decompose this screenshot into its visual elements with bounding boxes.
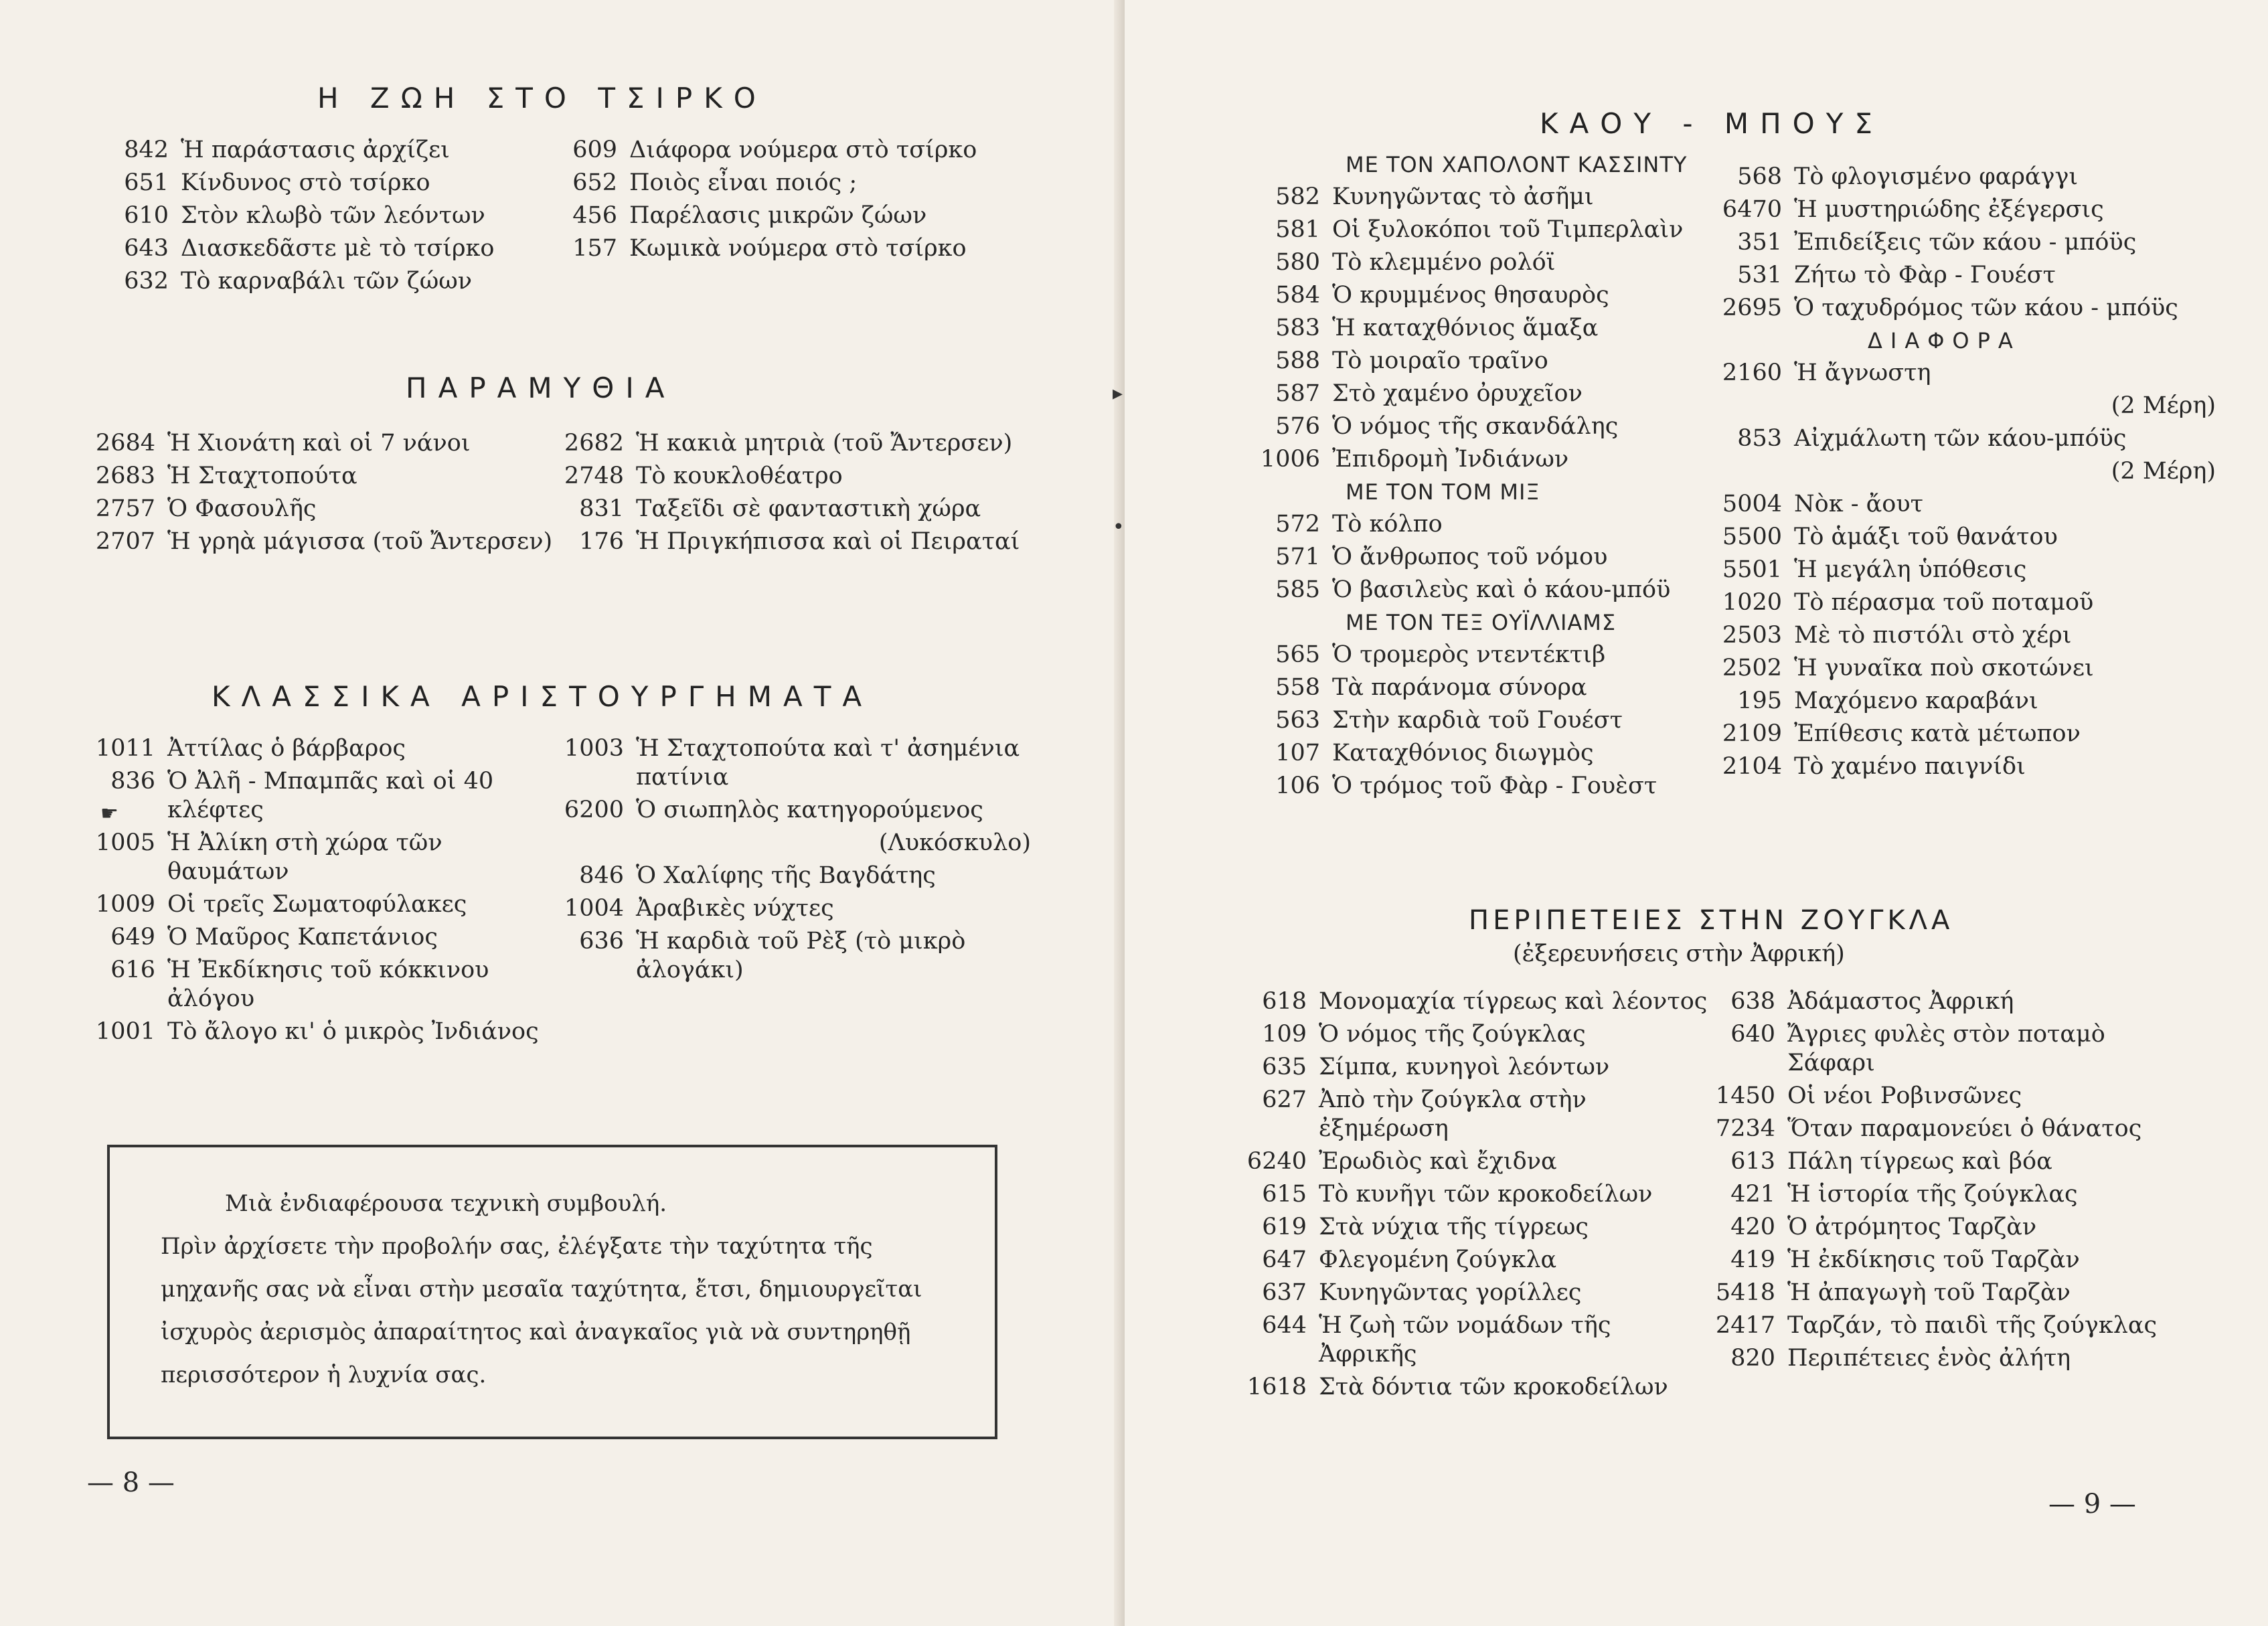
page-number-left: — 8 — [87, 1467, 175, 1498]
tip-body: Πρὶν ἀρχίσετε τὴν προβολήν σας, ἐλέγξατε τὴν ταχύτητα τῆς μηχανῆς σας νὰ εἶναι στὴν μεσαῖα ταχύτητα, ἔτσι, δημιουργεῖται ἰσχυρὸς ἀερισμὸς ἀπαραίτητος καὶ ἀναγκαῖος γιὰ νὰ συντηρηθῇ περισσότερον ἡ λυχνία σας. [161, 1233, 922, 1388]
film-number: 651 [124, 169, 169, 196]
film-number: 643 [124, 235, 169, 262]
film-title: Στὰ νύχια τῆς τίγρεως [1319, 1214, 1589, 1240]
technical-tip-box [107, 1145, 997, 1439]
film-title: Κυνηγῶντας γορίλλες [1319, 1279, 1582, 1306]
film-number: 636 [579, 928, 624, 955]
film-number: 585 [1275, 576, 1320, 603]
circus-list-col2 [542, 134, 1024, 265]
catalog-entry [1245, 770, 1740, 803]
film-title: Τὸ κυνῆγι τῶν κροκοδείλων [1319, 1181, 1653, 1208]
film-number: 836 [110, 768, 155, 795]
film-number: 558 [1275, 674, 1320, 701]
film-number: 2684 [95, 430, 155, 457]
catalog-entry [1245, 508, 1740, 541]
film-title: Ἡ καταχθόνιος ἅμαξα [1332, 315, 1599, 341]
film-title: Ἡ παράστασις ἀρχίζει [181, 137, 450, 163]
catalog-entry [80, 732, 562, 765]
film-title: Καταχθόνιος διωγμὸς [1332, 740, 1594, 766]
catalog-entry [1245, 671, 1740, 704]
catalog-entry [1245, 312, 1740, 345]
film-number: 2682 [564, 430, 624, 457]
subsection-heading: ΔΙΑΦΟΡΑ [1868, 328, 2021, 353]
section-heading-classics: ΚΛΑΣΣΙΚΑ ΑΡΙΣΤΟΥΡΓΗΜΑΤΑ [212, 680, 874, 713]
catalog-entry [1707, 259, 2216, 292]
catalog-entry [1707, 488, 2216, 521]
film-title: Ὁ Μαῦρος Καπετάνιος [167, 924, 438, 951]
film-title: Ἡ ἄγνωστη [1794, 359, 1931, 386]
catalog-entry [1707, 718, 2216, 750]
film-number: 587 [1275, 380, 1320, 407]
film-number: 831 [579, 495, 624, 522]
catalog-entry [80, 525, 562, 558]
film-title: Ἡ ζωὴ τῶν νομάδων τῆς Ἀφρικῆς [1319, 1312, 1611, 1368]
film-title: Ζήτω τὸ Φὰρ - Γουέστ [1794, 262, 2056, 289]
film-title: Τὸ κόλπο [1332, 511, 1443, 538]
film-title: Ἐπίθεσις κατὰ μέτωπον [1794, 720, 2081, 747]
classics-list-col2 [549, 732, 1031, 987]
catalog-entry [1700, 1145, 2182, 1178]
catalog-entry [1707, 652, 2216, 685]
catalog-entry [1707, 161, 2216, 193]
film-title-note: (2 Μέρη) [2111, 458, 2216, 485]
fairy-list-col2 [549, 427, 1031, 558]
film-title: Ὁ σιωπηλὸς κατηγορούμενος [636, 797, 983, 823]
film-title: Τὸ κλεμμένο ρολόϊ [1332, 249, 1556, 276]
film-title: Διάφορα νούμερα στὸ τσίρκο [629, 137, 977, 163]
film-title: Ποιὸς εἶναι ποιός ; [629, 169, 858, 196]
catalog-entry [1707, 521, 2216, 554]
catalog-entry [80, 1015, 562, 1048]
film-number: 157 [572, 235, 617, 262]
catalog-entry [1245, 410, 1740, 443]
film-title: Ἡ ἀπαγωγὴ τοῦ Ταρζὰν [1787, 1279, 2071, 1306]
film-title: Στὰ δόντια τῶν κροκοδείλων [1319, 1374, 1668, 1400]
catalog-entry [1245, 639, 1740, 671]
film-number: 5500 [1722, 523, 1782, 550]
catalog-entry [80, 427, 562, 460]
film-number: 2695 [1722, 295, 1782, 321]
fairy-list-col1 [80, 427, 562, 558]
film-number: 647 [1262, 1246, 1307, 1273]
film-number: 652 [572, 169, 617, 196]
film-number: 580 [1275, 249, 1320, 276]
film-number: 531 [1737, 262, 1782, 289]
catalog-entry [1700, 985, 2182, 1018]
catalog-entry [1232, 1244, 1714, 1277]
film-number: 632 [124, 268, 169, 295]
catalog-entry [1245, 214, 1740, 246]
catalog-entry [1707, 226, 2216, 259]
film-number: 576 [1275, 413, 1320, 440]
film-number: 1011 [95, 735, 155, 762]
catalog-entry [549, 892, 1031, 925]
film-number: 107 [1275, 740, 1320, 766]
catalog-entry [549, 460, 1031, 493]
film-title: Οἱ νέοι Ροβινσῶνες [1787, 1082, 2022, 1109]
film-number: 842 [124, 137, 169, 163]
catalog-entry [1232, 1051, 1714, 1084]
catalog-entry [1700, 1211, 2182, 1244]
catalog-entry [1232, 985, 1714, 1018]
film-number: 351 [1737, 229, 1782, 256]
jungle-list-col2 [1700, 985, 2182, 1375]
film-number: 1618 [1246, 1374, 1307, 1400]
catalog-entry [549, 794, 1031, 860]
film-title: Ἐρωδιὸς καὶ ἔχιδνα [1319, 1148, 1557, 1175]
catalog-entry [542, 199, 1024, 232]
film-title: Νὸκ - ἄουτ [1794, 491, 1923, 517]
catalog-entry [1707, 750, 2216, 783]
cowboys-list-col1 [1245, 149, 1740, 803]
film-title: Ὁ ταχυδρόμος τῶν κάου - μπόϋς [1794, 295, 2178, 321]
film-number: 619 [1262, 1214, 1307, 1240]
page-number-right: — 9 — [2048, 1489, 2136, 1520]
film-number: 1004 [564, 895, 624, 922]
film-number: 618 [1262, 988, 1307, 1015]
film-title: Ἀραβικὲς νύχτες [636, 895, 834, 922]
catalog-entry [1707, 586, 2216, 619]
film-title: Ὁ ἀτρόμητος Ταρζὰν [1787, 1214, 2037, 1240]
section-heading-cowboys: ΚΑΟΥ - ΜΠΟΥΣ [1540, 107, 1884, 140]
film-number: 109 [1262, 1021, 1307, 1048]
catalog-entry [1245, 737, 1740, 770]
catalog-entry [549, 525, 1031, 558]
film-number: 456 [572, 202, 617, 229]
film-number: 5004 [1722, 491, 1782, 517]
film-title: Μὲ τὸ πιστόλι στὸ χέρι [1794, 622, 2072, 649]
catalog-entry [1232, 1371, 1714, 1404]
catalog-entry [542, 232, 1024, 265]
film-title: Οἱ ξυλοκόποι τοῦ Τιμπερλαὶν [1332, 216, 1684, 243]
catalog-entry [549, 732, 1031, 794]
film-title: Ἡ Ἐκδίκησις τοῦ κόκκινου ἀλόγου [167, 957, 489, 1012]
catalog-entry [1245, 246, 1740, 279]
catalog-entry [80, 954, 562, 1015]
film-title: Τὸ ἄλογο κι' ὁ μικρὸς Ἰνδιάνος [167, 1018, 539, 1045]
film-number: 106 [1275, 773, 1320, 799]
film-number: 419 [1730, 1246, 1775, 1273]
film-number: 2503 [1722, 622, 1782, 649]
film-title: Ὁ Χαλίφης τῆς Βαγδάτης [636, 862, 936, 889]
film-number: 2502 [1722, 655, 1782, 681]
catalog-entry [1700, 1244, 2182, 1277]
film-title: Διασκεδᾶστε μὲ τὸ τσίρκο [181, 235, 495, 262]
film-title: Ἡ ἐκδίκησις τοῦ Ταρζὰν [1787, 1246, 2080, 1273]
film-title: Τὸ πέρασμα τοῦ ποταμοῦ [1794, 589, 2094, 616]
catalog-entry [1700, 1277, 2182, 1309]
catalog-entry [1232, 1178, 1714, 1211]
film-title-note: (Λυκόσκυλο) [878, 829, 1031, 856]
catalog-entry [1707, 357, 2216, 422]
film-number: 588 [1275, 347, 1320, 374]
film-number: 2417 [1715, 1312, 1775, 1339]
staple-mark-icon: • [1113, 515, 1125, 539]
film-number: 584 [1275, 282, 1320, 309]
film-number: 582 [1275, 183, 1320, 210]
film-number: 2707 [95, 528, 155, 555]
film-title: Ταρζάν, τὸ παιδὶ τῆς ζούγκλας [1787, 1312, 2158, 1339]
film-title: Οἱ τρεῖς Σωματοφύλακες [167, 891, 467, 918]
catalog-entry [1232, 1277, 1714, 1309]
film-number: 2683 [95, 463, 155, 489]
catalog-entry [1700, 1080, 2182, 1113]
film-title: Στὸν κλωβὸ τῶν λεόντων [181, 202, 485, 229]
film-number: 6470 [1722, 196, 1782, 223]
catalog-entry [94, 232, 576, 265]
circus-list-col1 [94, 134, 576, 298]
film-number: 1003 [564, 735, 624, 762]
film-title: Κωμικὰ νούμερα στὸ τσίρκο [629, 235, 967, 262]
catalog-entry [80, 888, 562, 921]
catalog-entry [80, 493, 562, 525]
film-number: 583 [1275, 315, 1320, 341]
subsection-heading: ΜΕ ΤΟΝ ΤΟΜ ΜΙΞ [1346, 479, 1540, 505]
film-title: Ὁ νόμος τῆς σκανδάλης [1332, 413, 1619, 440]
film-title: Παρέλασις μικρῶν ζώων [629, 202, 927, 229]
film-number: 638 [1730, 988, 1775, 1015]
film-title: Ἡ Σταχτοπούτα καὶ τ' ἀσημένια πατίνια [636, 735, 1020, 791]
section-heading-jungle: ΠΕΡΙΠΕΤΕΙΕΣ ΣΤΗΝ ΖΟΥΓΚΛΑ [1469, 905, 1954, 936]
film-number: 1009 [95, 891, 155, 918]
film-number: 1450 [1715, 1082, 1775, 1109]
film-number: 1006 [1260, 446, 1320, 473]
film-title: Μαχόμενο καραβάνι [1794, 687, 2038, 714]
film-number: 195 [1737, 687, 1782, 714]
tip-title: Μιὰ ἐνδιαφέρουσα τεχνικὴ συμβουλή. [225, 1190, 667, 1217]
film-number: 627 [1262, 1086, 1307, 1113]
subsection-heading: ΜΕ ΤΟΝ ΧΑΠΟΛΟΝΤ ΚΑΣΣΙΝΤΥ [1346, 152, 1688, 177]
film-number: 2757 [95, 495, 155, 522]
film-title: Τὸ ἁμάξι τοῦ θανάτου [1794, 523, 2058, 550]
film-number: 176 [579, 528, 624, 555]
catalog-entry [1245, 443, 1740, 476]
film-title: Ταξεῖδι σὲ φανταστικὴ χώρα [636, 495, 981, 522]
margin-pointer-icon: ☛ [100, 802, 118, 825]
left-page [0, 0, 1125, 1626]
film-title: Ἐπιδείξεις τῶν κάου - μπόϋς [1794, 229, 2137, 256]
film-title: Ἡ Σταχτοπούτα [167, 463, 357, 489]
film-number: 1020 [1722, 589, 1782, 616]
film-title: Μονομαχία τίγρεως καὶ λέοντος [1319, 988, 1708, 1015]
catalog-entry [94, 199, 576, 232]
film-title: Τὸ φλογισμένο φαράγγι [1794, 163, 2079, 190]
film-title: Ἡ Ἀλίκη στὴ χώρα τῶν θαυμάτων [167, 829, 442, 885]
film-number: 2104 [1722, 753, 1782, 780]
film-number: 2160 [1722, 359, 1782, 386]
film-number: 5501 [1722, 556, 1782, 583]
film-number: 581 [1275, 216, 1320, 243]
catalog-entry [94, 134, 576, 167]
catalog-entry [94, 265, 576, 298]
film-number: 565 [1275, 641, 1320, 668]
film-number: 613 [1730, 1148, 1775, 1175]
film-title: Ὁ νόμος τῆς ζούγκλας [1319, 1021, 1586, 1048]
catalog-entry [1707, 422, 2216, 488]
film-title: Τὸ χαμένο παιγνίδι [1794, 753, 2026, 780]
catalog-entry [80, 921, 562, 954]
film-title: Σίμπα, κυνηγοὶ λεόντων [1319, 1054, 1610, 1080]
right-page [1125, 0, 2268, 1626]
film-title: Φλεγομένη ζούγκλα [1319, 1246, 1557, 1273]
film-title: Ἡ καρδιὰ τοῦ Ρὲξ (τὸ μικρὸ ἀλογάκι) [636, 928, 966, 983]
film-title: Ὁ ἄνθρωπος τοῦ νόμου [1332, 544, 1608, 570]
catalog-entry [1245, 574, 1740, 606]
film-number: 616 [110, 957, 155, 983]
catalog-entry [542, 134, 1024, 167]
film-number: 644 [1262, 1312, 1307, 1339]
catalog-entry [1245, 378, 1740, 410]
catalog-entry [1232, 1084, 1714, 1145]
film-title-note: (2 Μέρη) [2111, 392, 2216, 419]
catalog-entry [1700, 1178, 2182, 1211]
film-number: 640 [1730, 1021, 1775, 1048]
film-title: Κυνηγῶντας τὸ ἀσῆμι [1332, 183, 1594, 210]
film-number: 649 [110, 924, 155, 951]
film-title: Ἀττίλας ὁ βάρβαρος [167, 735, 406, 762]
catalog-entry [1707, 292, 2216, 325]
film-number: 609 [572, 137, 617, 163]
section-heading-fairy-tales: ΠΑΡΑΜΥΘΙΑ [406, 372, 676, 404]
catalog-entry [1707, 685, 2216, 718]
film-number: 6200 [564, 797, 624, 823]
film-number: 420 [1730, 1214, 1775, 1240]
catalog-entry [1700, 1342, 2182, 1375]
jungle-subtitle: (ἐξερευνήσεις στὴν Ἀφρική) [1513, 941, 1845, 967]
catalog-entry [1707, 554, 2216, 586]
film-title: Τὸ μοιραῖο τραῖνο [1332, 347, 1548, 374]
film-title: Ὁ Ἀλῆ - Μπαμπᾶς καὶ οἱ 40 κλέφτες [167, 768, 494, 823]
film-title: Στὸ χαμένο ὀρυχεῖον [1332, 380, 1583, 407]
subsection-heading: ΜΕ ΤΟΝ ΤΕΞ ΟΥΪΛΛΙΑΜΣ [1346, 610, 1617, 635]
film-number: 635 [1262, 1054, 1307, 1080]
catalog-entry [1700, 1309, 2182, 1342]
film-title: Ὁ τρομερὸς ντεντέκτιβ [1332, 641, 1606, 668]
film-number: 6240 [1246, 1148, 1307, 1175]
catalog-entry [542, 167, 1024, 199]
catalog-entry [1245, 704, 1740, 737]
jungle-list-col1 [1232, 985, 1714, 1404]
film-title: Ἡ Χιονάτη καὶ οἱ 7 νάνοι [167, 430, 471, 457]
film-title: Ἀπὸ τὴν ζούγκλα στὴν ἐξημέρωση [1319, 1086, 1587, 1142]
film-number: 572 [1275, 511, 1320, 538]
catalog-entry [1245, 345, 1740, 378]
film-number: 1001 [95, 1018, 155, 1045]
film-number: 5418 [1715, 1279, 1775, 1306]
catalog-entry [1232, 1145, 1714, 1178]
film-title: Περιπέτειες ἑνὸς ἀλήτη [1787, 1345, 2071, 1372]
film-title: Τὰ παράνομα σύνορα [1332, 674, 1587, 701]
catalog-entry [549, 427, 1031, 460]
film-title: Ἐπιδρομὴ Ἰνδιάνων [1332, 446, 1569, 473]
catalog-entry [549, 925, 1031, 987]
catalog-entry [549, 860, 1031, 892]
catalog-entry [80, 460, 562, 493]
film-title: Ἡ μεγάλη ὑπόθεσις [1794, 556, 2027, 583]
film-title: Ἡ ἱστορία τῆς ζούγκλας [1787, 1181, 2078, 1208]
film-title: Ὅταν παραμονεύει ὁ θάνατος [1787, 1115, 2142, 1142]
film-title: Τὸ καρναβάλι τῶν ζώων [181, 268, 473, 295]
staple-mark-icon: ▸ [1113, 382, 1123, 405]
catalog-entry [1245, 181, 1740, 214]
catalog-entry [1700, 1113, 2182, 1145]
film-number: 853 [1737, 425, 1782, 452]
catalog-entry [94, 167, 576, 199]
catalog-entry [1232, 1018, 1714, 1051]
film-number: 2748 [564, 463, 624, 489]
film-number: 568 [1737, 163, 1782, 190]
film-title: Αἰχμάλωτη τῶν κάου-μπόϋς [1794, 425, 2127, 452]
film-title: Πάλη τίγρεως καὶ βόα [1787, 1148, 2052, 1175]
film-title: Ἀδάμαστος Ἀφρική [1787, 988, 2014, 1015]
film-title: Ὁ Φασουλῆς [167, 495, 317, 522]
film-number: 421 [1730, 1181, 1775, 1208]
film-title: Ὁ βασιλεὺς καὶ ὁ κάου-μπόϋ [1332, 576, 1671, 603]
film-number: 7234 [1715, 1115, 1775, 1142]
catalog-entry [1707, 619, 2216, 652]
section-heading-circus: Η ΖΩΗ ΣΤΟ ΤΣΙΡΚΟ [317, 82, 767, 114]
film-number: 1005 [95, 829, 155, 856]
film-title: Τὸ κουκλοθέατρο [636, 463, 843, 489]
film-number: 615 [1262, 1181, 1307, 1208]
catalog-entry [1700, 1018, 2182, 1080]
film-title: Στὴν καρδιὰ τοῦ Γουέστ [1332, 707, 1623, 734]
film-number: 637 [1262, 1279, 1307, 1306]
film-title: Ὁ κρυμμένος θησαυρὸς [1332, 282, 1609, 309]
catalog-entry [549, 493, 1031, 525]
catalog-entry [80, 765, 562, 827]
catalog-entry [80, 827, 562, 888]
catalog-entry [1245, 279, 1740, 312]
film-title: Κίνδυνος στὸ τσίρκο [181, 169, 430, 196]
film-number: 846 [579, 862, 624, 889]
film-title: Ἡ μυστηριώδης ἐξέγερσις [1794, 196, 2104, 223]
classics-list-col1 [80, 732, 562, 1048]
film-number: 563 [1275, 707, 1320, 734]
film-title: Ἄγριες φυλὲς στὸν ποταμὸ Σάφαρι [1787, 1021, 2105, 1076]
film-title: Ἡ κακιὰ μητριὰ (τοῦ Ἄντερσεν) [636, 430, 1013, 457]
catalog-entry [1232, 1211, 1714, 1244]
film-title: Ὁ τρόμος τοῦ Φὰρ - Γουὲστ [1332, 773, 1657, 799]
cowboys-list-col2 [1707, 161, 2216, 783]
film-number: 610 [124, 202, 169, 229]
film-title: Ἡ Πριγκήπισσα καὶ οἱ Πειραταί [636, 528, 1020, 555]
film-number: 2109 [1722, 720, 1782, 747]
catalog-entry [1245, 541, 1740, 574]
catalog-entry [1707, 193, 2216, 226]
film-number: 571 [1275, 544, 1320, 570]
film-number: 820 [1730, 1345, 1775, 1372]
film-title: Ἡ γρηὰ μάγισσα (τοῦ Ἄντερσεν) [167, 528, 553, 555]
film-title: Ἡ γυναῖκα ποὺ σκοτώνει [1794, 655, 2094, 681]
catalog-entry [1232, 1309, 1714, 1371]
